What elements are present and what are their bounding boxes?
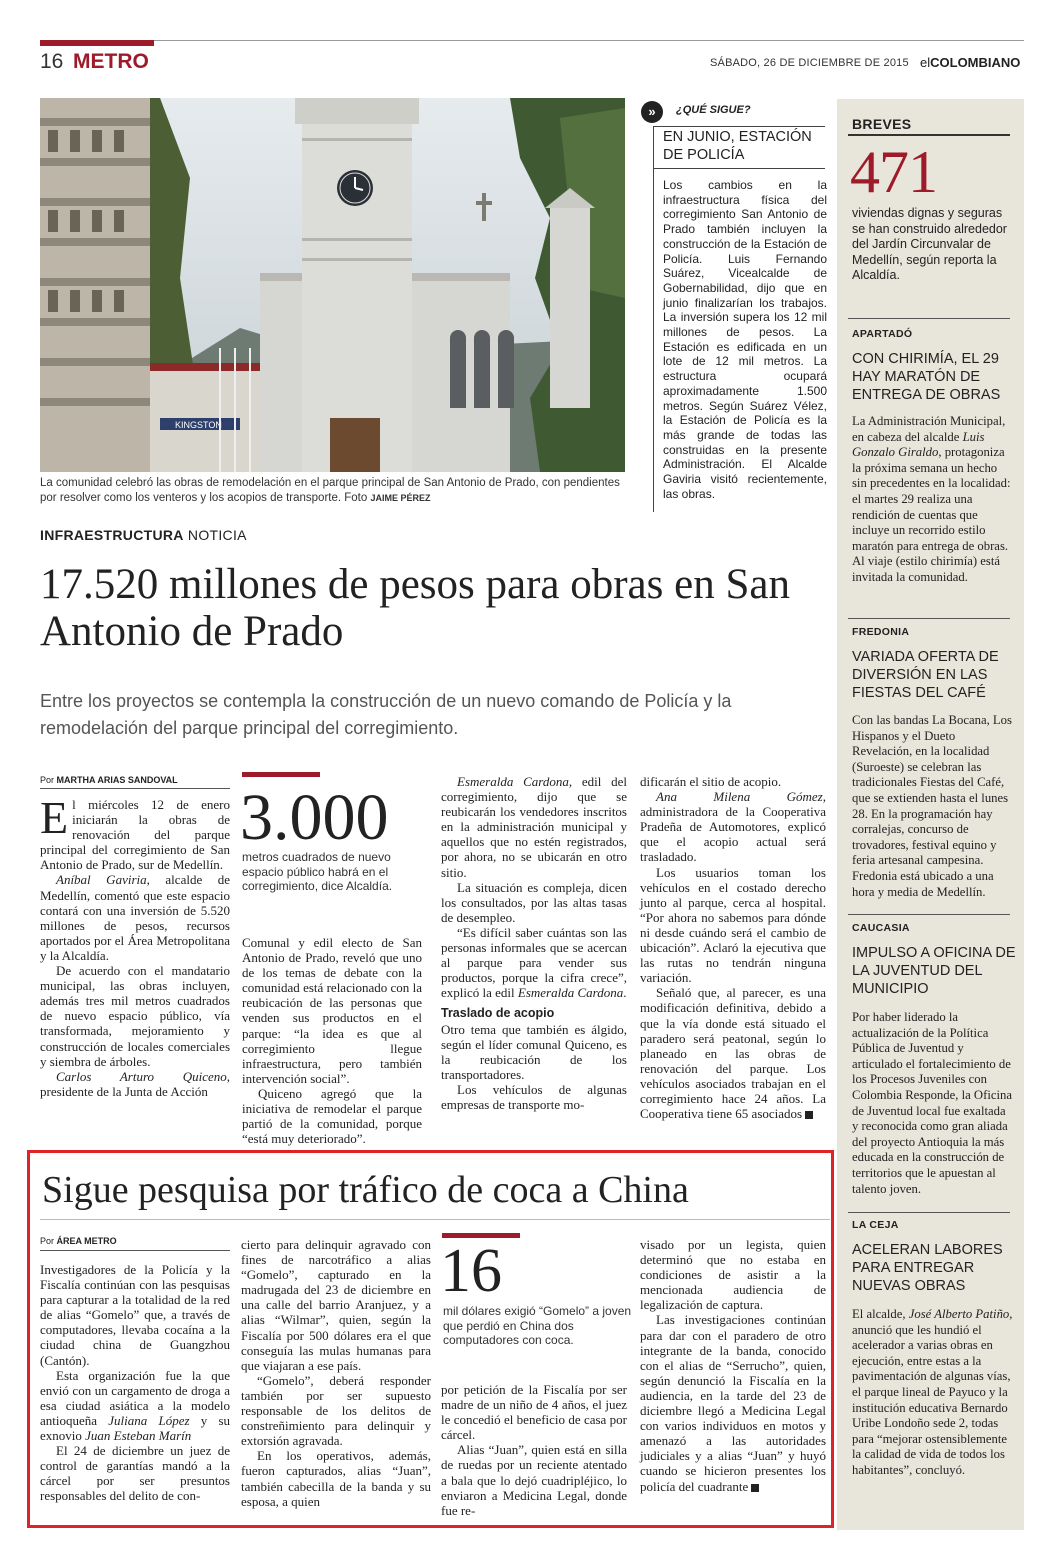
que-sigue-headline: EN JUNIO, ESTACIÓN DE POLICÍA	[663, 129, 812, 163]
divider	[40, 1219, 830, 1220]
drop-cap: E	[40, 792, 69, 843]
page-number: 16	[40, 50, 64, 73]
brief-place: APARTADÓ	[852, 328, 913, 340]
fact-number: 3.000	[240, 781, 389, 854]
breves-title: BREVES	[852, 116, 912, 132]
article2-column-3: por petición de la Fiscalía por ser madre de un niño de 4 años, el juez le concedió el beneficio de casa por cárcel. Alias “Juan”, quien está en silla de ruedas por un reciente atentado a bala que lo dejó cuadripléjico, lo enviaron a Medicina Legal, donde fue re-	[441, 1382, 627, 1518]
article2-column-2: cierto para delinquir agravado con fines de narcotráfico a alias “Gomelo”, capturado en la madrugada del 23 de diciembre en una calle del barrio Aranjuez, y a alias “Wilmar”, quien, según la Fiscalía por 500 dólares era el que conseguía las mulas humanas para que viajaran a ese país. “Gomelo”, deberá responder también por ser supuesto responsable de los delitos de constreñimiento para delinquir y extorsión agravada. En los operativos, además, fueron capturados, alias “Juan”, también cabecilla de la banda y su esposa, a quien	[241, 1237, 431, 1509]
brief-headline: IMPULSO A OFICINA DE LA JUVENTUD DEL MUNICIPIO	[852, 945, 1016, 997]
brief-place: LA CEJA	[852, 1219, 899, 1231]
brief-rule	[848, 914, 1010, 915]
divider-vertical	[653, 126, 654, 512]
end-mark	[751, 1484, 759, 1492]
issue-date: SÁBADO, 26 DE DICIEMBRE DE 2015	[710, 57, 909, 69]
breves-big-number-text: viviendas dignas y seguras se han construido alrededor del Jardín Circunvalar de Medellín, según reporta la Alcaldía.	[852, 206, 1007, 282]
article-headline: 17.520 millones de pesos para obras en San Antonio de Prado	[40, 561, 790, 655]
photo-caption	[40, 476, 630, 506]
subheading: Traslado de acopio	[441, 1006, 555, 1021]
article2-headline: Sigue pesquisa por tráfico de coca a China	[42, 1169, 689, 1211]
article2-column-4: visado por un legista, quien determinó que no estaba en condiciones de asistir a la mencionada audiencia de legalización de captura. Las investigaciones continúan para dar con el paradero de otro integrante de la banda, conocido con el alias de “Serrucho”, quien, según denunció la Fiscalía en la audiencia, en la tarde del 23 de diciembre llegó a Medicina Legal con varios individuos en motos y amenazó a las autoridades judiciales y a alias “Juan” y huyó cuando se hicieron presentes los policía del cuadrante	[640, 1237, 826, 1494]
brief-rule	[848, 1212, 1010, 1213]
section-color-bar	[40, 40, 154, 46]
shop-sign-text: KINGSTON	[175, 420, 222, 430]
newspaper-brand	[920, 55, 1020, 70]
article-column-3: Esmeralda Cardona, edil del corregimiento, dijo que se reubicarán los vendedores inscritos en la administración municipal y aquellos que no estén registrados, por ahora, no se ubicarán en otro sitio. La situación es compleja, dicen los consultados, por las altas tasas de desempleo. “Es difícil saber cuántas son las personas informales que se acercan al parque para vender sus productos, porque la cifra crece”, explicó la edil Esmeralda Cardona. Traslado de acopio Otro tema que también es álgido, según el líder comunal Quiceno, es la reubicación de los transportadores. Los vehículos de algunas empresas de transporte mo-	[441, 774, 627, 1112]
article-column-4: dificarán el sitio de acopio. Ana Milena Gómez, administradora de la Cooperativa Pradeña de Automotores, explicó que el acopio actual será trasladado. Los usuarios toman los vehículos en el costado derecho junto al parque, cerca al hospital. “Por ahora no sabemos para dónde ni desde cuándo será el cambio de ubicación”. Aclaró la ejecutiva que las rutas no tendrán ninguna variación. Señaló que, al parecer, es una modificación definitiva, debido a que la vía donde está situado el paradero será peatonal, según lo planeado en las obras de renovación del parque. Los vehículos asociados trabajan en el corregimiento hace 24 años. La Cooperativa tiene 65 asociados	[640, 774, 826, 1122]
article-byline: Por MARTHA ARIAS SANDOVAL	[40, 775, 178, 785]
article-kicker: INFRAESTRUCTURA NOTICIA	[40, 527, 247, 543]
article2-column-1: Investigadores de la Policía y la Fiscalía continúan con las pesquisas para capturar a la totalidad de la red de alias “Gomelo” que, a través de computadores, llevaba cocaína a la ciudad china de Guangzhou (Cantón). Esta organización fue la que envió con un cargamento de droga a esa ciudad asiática a la modelo antioqueña Juliana López y su exnovio Juan Esteban Marín El 24 de diciembre un juez de control de garantías mandó a la cárcel por ser presuntos responsables del delito de con-	[40, 1262, 231, 1504]
photo-credit: JAIME PÉREZ	[370, 493, 431, 503]
brief-headline: CON CHIRIMÍA, EL 29 HAY MARATÓN DE ENTREGA DE OBRAS	[852, 351, 1001, 403]
fact-text: mil dólares exigió “Gomelo” a joven que perdió en China dos computadores con coca.	[443, 1304, 632, 1347]
double-chevron-icon: »	[641, 101, 663, 123]
byline-rule	[40, 1250, 230, 1251]
brief-body: Por haber liderado la actualización de la Política Pública de Juventud y articulado el fortalecimiento de los Procesos Juveniles con Colombia Responde, la Oficina de Juventud local fue exaltada y reconocida como gran aliada del proyecto Antioquia la más educada en la construcción de territorios que le apuestan al talento joven.	[852, 1010, 1012, 1196]
brand-prefix: el	[920, 55, 931, 70]
brief-rule	[848, 318, 1010, 319]
article-column-1: El miércoles 12 de enero iniciarán la obras de renovación del parque principal del corregimiento de San Antonio de Prado, sur de Medellín. Aníbal Gaviria, alcalde de Medellín, comentó que este espacio contará con una inversión de 5.520 millones de pesos, recursos aportados por el Área Metropolitana y la Alcaldía. De acuerdo con el mandatario municipal, las obras incluyen, además tres mil metros cuadrados de nuevo espacio público, vía transformada, mejoramiento y construcción de locales comerciales y siembra de árboles. Carlos Arturo Quiceno, presidente de la Junta de Acción	[40, 792, 231, 1099]
fact-text: metros cuadrados de nuevo espacio público habrá en el corregimiento, dice Alcaldía.	[242, 850, 393, 893]
caption-text: La comunidad celebró las obras de remodelación en el parque principal de San Antonio de Prado, con pendientes por resolver como los venteros y los acopios de transporte. Foto	[40, 477, 620, 504]
brief-place: FREDONIA	[852, 626, 910, 638]
article-dek: Entre los proyectos se contempla la construcción de un nuevo comando de Policía y la remodelación del parque principal del corregimiento.	[40, 691, 732, 738]
que-sigue-body: Los cambios en la infraestructura física del corregimiento San Antonio de Prado también incluyen la construcción de la Estación de Policía. Luis Fernando Suárez, Vicealcalde de Gobernabilidad, dijo que en junio finalizarían los trabajos. La inversión supera los 12 mil millones de pesos. La Estación es edificada en un lote de 12 mil metros. La estructura ocupará aproximadamente 1.500 metros. Según Suárez Vélez, la Estación de Policía es la más grande de todas las construidas en la presente Administración. El Alcalde Gaviria visitó recientemente, las obras.	[663, 178, 827, 501]
article2-byline: Por ÁREA METRO	[40, 1236, 117, 1246]
church-illustration	[40, 98, 625, 472]
brand-name: COLOMBIANO	[930, 55, 1021, 70]
brief-body: La Administración Municipal, en cabeza del alcalde Luis Gonzalo Giraldo, protagoniza la próxima semana un hecho sin precedentes en la localidad: el martes 29 realiza una rendición de cuentas que incluye un recorrido estilo maratón para entrega de obras. Al viaje (estilo chirimía) está invitada la comunidad.	[852, 414, 1011, 584]
article-column-2: Comunal y edil electo de San Antonio de Prado, reveló que uno de los temas de debate con la comunidad está relacionado con la reubicación de las personas que venden sus productos en el parque: “la idea es que al corregimiento llegue infraestructura, pero también intervención social”. Quiceno agregó que la iniciativa de remodelar el parque partió de la comunidad, porque “está muy deteriorado”.	[242, 935, 422, 1147]
brief-body: El alcalde, José Alberto Patiño, anunció que les hundió el acelerador a varias obras en ejecución, entre estas a la pavimentación de algunas vías, el parque lineal de Payuco y la institución educativa Bernardo Uribe Londoño sede 2, todas para “mejorar ostensiblemente la calidad de vida de todos los habitantes”, concluyó.	[852, 1307, 1013, 1477]
brief-headline: ACELERAN LABORES PARA ENTREGAR NUEVAS OBRAS	[852, 1242, 1003, 1294]
fact-color-bar	[242, 772, 320, 777]
breves-big-number: 471	[850, 139, 937, 205]
fact-number: 16	[440, 1237, 502, 1305]
church-photo	[40, 98, 625, 472]
que-sigue-label: ¿QUÉ SIGUE?	[676, 104, 751, 116]
brief-place: CAUCASIA	[852, 922, 910, 934]
breves-rule	[848, 134, 1010, 136]
end-mark	[805, 1111, 813, 1119]
divider	[653, 126, 825, 127]
divider	[653, 168, 825, 169]
brief-rule	[848, 618, 1010, 619]
brief-headline: VARIADA OFERTA DE DIVERSIÓN EN LAS FIESTAS DEL CAFÉ	[852, 649, 999, 701]
header-rule	[40, 40, 1024, 41]
brief-body: Con las bandas La Bocana, Los Hispanos y el Dueto Revelación, en la localidad (Suroeste) se celebran las tradicionales Fiestas del Café, que se extienden hasta el lunes 28. En la programación hay corralejas, concurso de trovadores, festival equino y feria artesanal campesina. Fredonia está ubicado a una hora y media de Medellín.	[852, 713, 1012, 899]
byline-rule	[40, 788, 230, 789]
section-name: METRO	[73, 50, 149, 73]
